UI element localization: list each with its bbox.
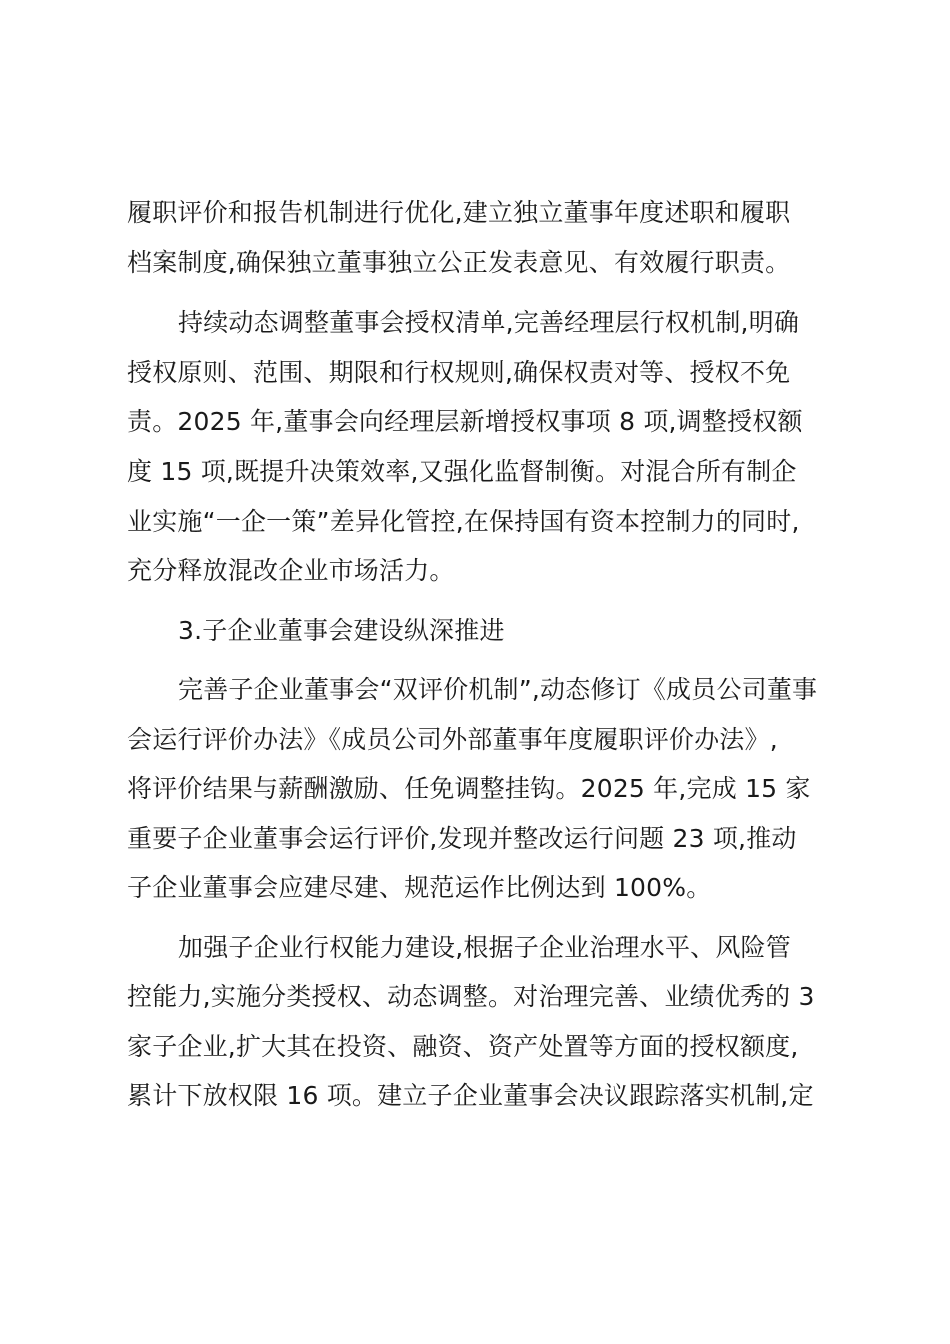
paragraph-3-line-4: 重要子企业董事会运行评价,发现并整改运行问题 23 项,推动: [127, 824, 797, 853]
paragraph-4-line-1: 加强子企业行权能力建设,根据子企业治理水平、风险管: [178, 933, 791, 962]
paragraph-1-line-1: 履职评价和报告机制进行优化,建立独立董事年度述职和履职: [127, 198, 791, 227]
paragraph-3-line-2: 会运行评价办法》《成员公司外部董事年度履职评价办法》,: [127, 725, 778, 754]
paragraph-3-line-3: 将评价结果与薪酬激励、任免调整挂钩。2025 年,完成 15 家: [127, 774, 811, 803]
paragraph-3-line-5: 子企业董事会应建尽建、规范运作比例达到 100%。: [127, 873, 712, 902]
paragraph-2-line-2: 授权原则、范围、期限和行权规则,确保权责对等、授权不免: [127, 358, 791, 387]
paragraph-2-line-4: 度 15 项,既提升决策效率,又强化监督制衡。对混合所有制企: [127, 457, 797, 486]
paragraph-3-line-1: 完善子企业董事会“双评价机制”,动态修订《成员公司董事: [178, 675, 818, 704]
paragraph-4-line-3: 家子企业,扩大其在投资、融资、资产处置等方面的授权额度,: [127, 1032, 799, 1061]
paragraph-2-line-6: 充分释放混改企业市场活力。: [127, 556, 455, 585]
paragraph-4-line-2: 控能力,实施分类授权、动态调整。对治理完善、业绩优秀的 3: [127, 982, 815, 1011]
paragraph-2-line-3: 责。2025 年,董事会向经理层新增授权事项 8 项,调整授权额: [127, 407, 803, 436]
paragraph-2-line-1: 持续动态调整董事会授权清单,完善经理层行权机制,明确: [178, 308, 800, 337]
paragraph-4-line-4: 累计下放权限 16 项。建立子企业董事会决议跟踪落实机制,定: [127, 1081, 814, 1110]
paragraph-1-line-2: 档案制度,确保独立董事独立公正发表意见、有效履行职责。: [127, 248, 791, 277]
paragraph-2-line-5: 业实施“一企一策”差异化管控,在保持国有资本控制力的同时,: [127, 507, 800, 536]
section-heading-3: 3.子企业董事会建设纵深推进: [178, 616, 505, 645]
